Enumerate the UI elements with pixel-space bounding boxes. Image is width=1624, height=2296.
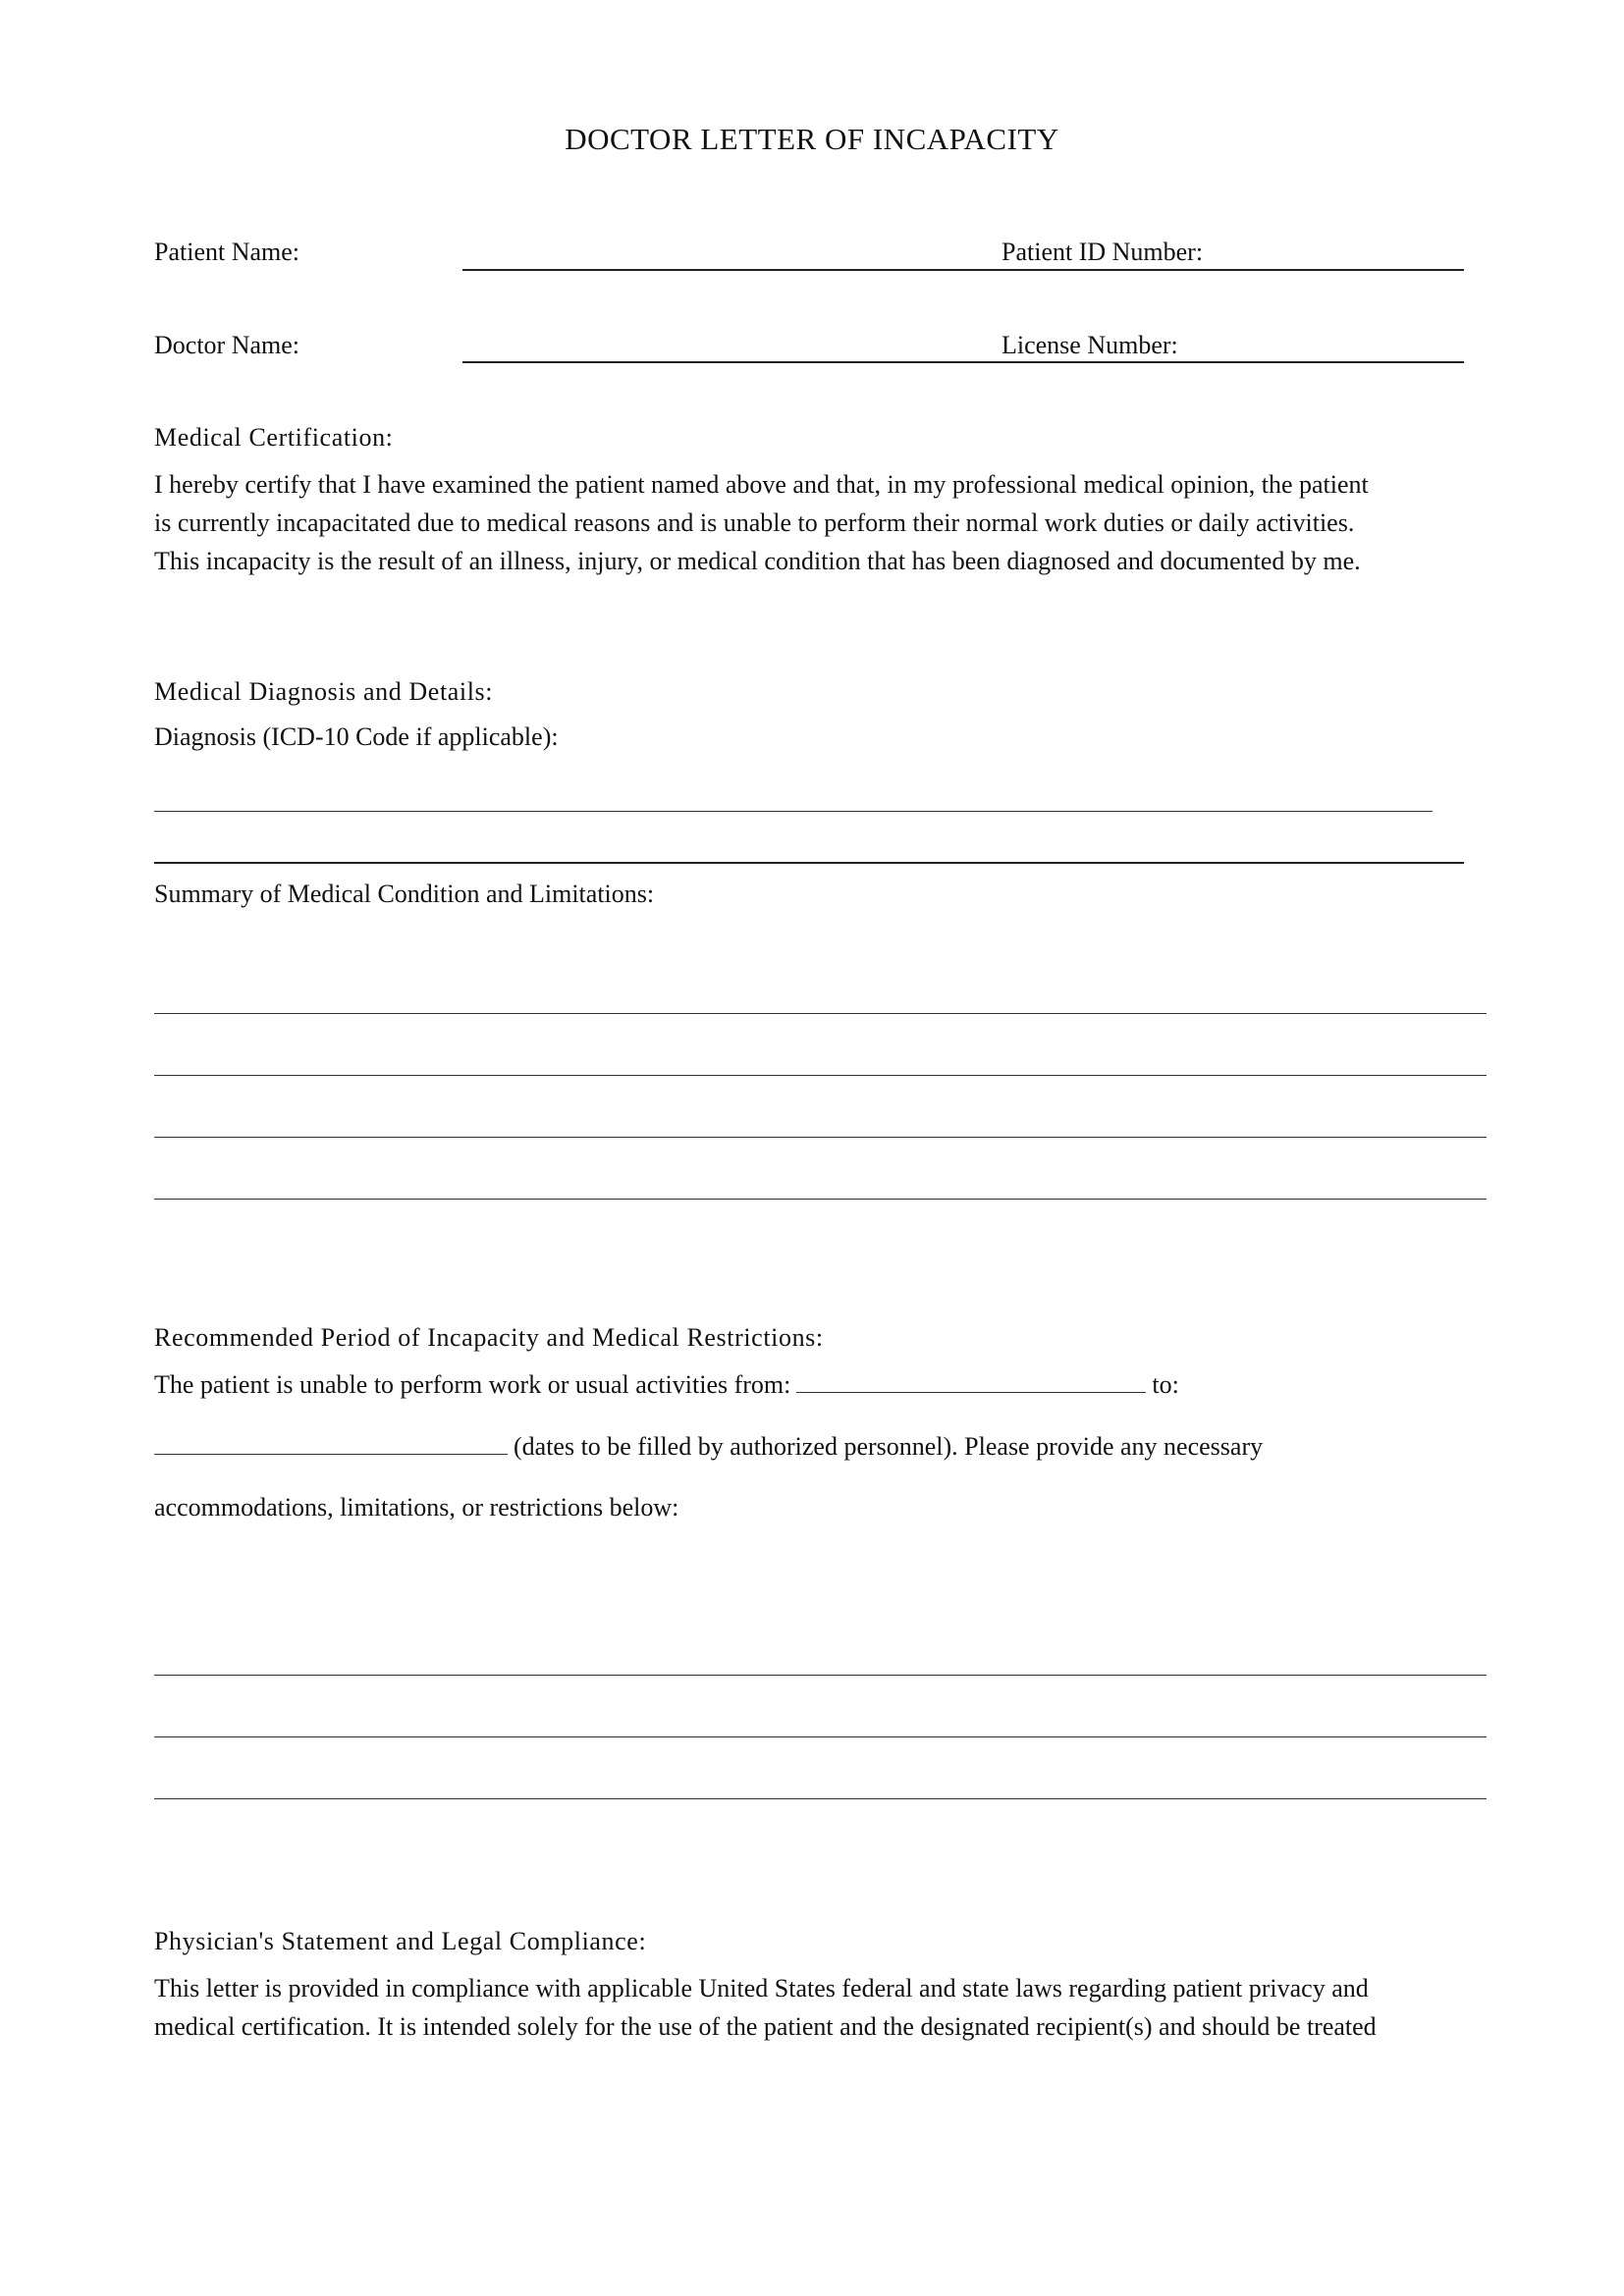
certification-line: This incapacity is the result of an illness, injury, or medical condition that has been diagnosed and documented by me.: [154, 547, 1361, 575]
document-title: DOCTOR LETTER OF INCAPACITY: [565, 122, 1059, 156]
patient-id-label: Patient ID Number:: [1001, 238, 1204, 266]
statement-line: medical certification. It is intended solely for the use of the patient and the designated recipient(s) and should be treated: [154, 2012, 1377, 2041]
certification-heading: Medical Certification:: [154, 423, 394, 452]
date-from-field[interactable]: [796, 1391, 1146, 1393]
diagnosis-heading: Medical Diagnosis and Details:: [154, 677, 494, 706]
summary-line[interactable]: [154, 1199, 1487, 1200]
doctor-name-label: Doctor Name:: [154, 331, 300, 359]
restrictions-line[interactable]: [154, 1736, 1487, 1737]
statement-heading: Physician's Statement and Legal Compliance:: [154, 1927, 647, 1955]
period-to-text: to:: [1152, 1370, 1179, 1399]
summary-line[interactable]: [154, 1075, 1487, 1076]
period-dates-line: [154, 1432, 1263, 1462]
statement-text: [154, 1969, 1377, 2046]
summary-line[interactable]: [154, 1013, 1487, 1014]
period-from-line: [154, 1370, 1179, 1400]
restrictions-line[interactable]: [154, 1798, 1487, 1799]
doctor-name-field[interactable]: [462, 361, 1464, 363]
date-to-field[interactable]: [154, 1453, 508, 1455]
license-number-label: License Number:: [1001, 331, 1178, 359]
certification-line: is currently incapacitated due to medical reasons and is unable to perform their normal work duties or daily activities.: [154, 508, 1355, 537]
summary-label: Summary of Medical Condition and Limitations:: [154, 880, 655, 908]
patient-name-field[interactable]: [462, 269, 1464, 271]
summary-line[interactable]: [154, 1137, 1487, 1138]
certification-line: I hereby certify that I have examined the patient named above and that, in my professional medical opinion, the patient: [154, 470, 1369, 499]
dates-note-text: (dates to be filled by authorized personnel). Please provide any necessary: [514, 1432, 1264, 1461]
period-heading: Recommended Period of Incapacity and Medical Restrictions:: [154, 1323, 824, 1352]
diagnosis-line[interactable]: [154, 862, 1464, 864]
diagnosis-label: Diagnosis (ICD-10 Code if applicable):: [154, 722, 559, 751]
statement-line: This letter is provided in compliance with applicable United States federal and state laws regarding patient privacy and: [154, 1974, 1369, 2002]
accommodations-text: accommodations, limitations, or restrictions below:: [154, 1493, 679, 1522]
diagnosis-line[interactable]: [154, 811, 1433, 812]
restrictions-line[interactable]: [154, 1675, 1487, 1676]
certification-text: [154, 465, 1369, 580]
period-from-text: The patient is unable to perform work or usual activities from:: [154, 1370, 791, 1399]
patient-name-label: Patient Name:: [154, 238, 300, 266]
